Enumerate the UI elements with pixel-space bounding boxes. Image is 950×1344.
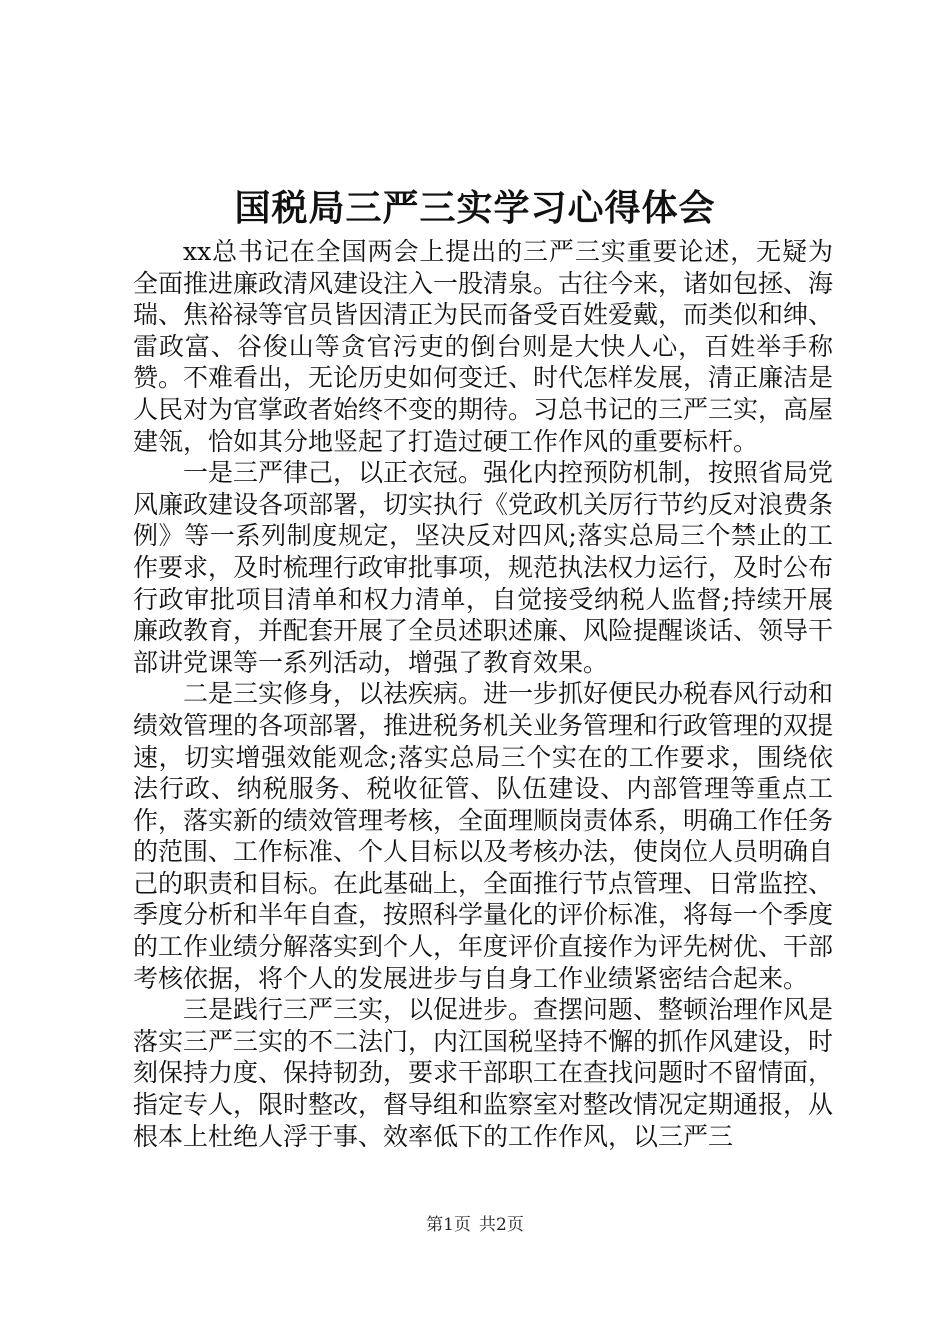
page-total: 共2页 xyxy=(479,1215,524,1235)
paragraph-point-three: 三是践行三严三实，以促进步。查摆问题、整顿治理作风是落实三严三实的不二法门，内江国税坚持不懈的抓作风建设，时刻保持力度、保持韧劲，要求干部职工在查找问题时不留情面，指定专人，限时整改，督导组和监察室对整改情况定期通报，从根本上杜绝人浮于事、效率低下的工作作风，以三严三 xyxy=(133,995,834,1151)
paragraph-point-one: 一是三严律己，以正衣冠。强化内控预防机制，按照省局党风廉政建设各项部署，切实执行《党政机关厉行节约反对浪费条例》等一系列制度规定，坚决反对四风;落实总局三个禁止的工作要求，及时梳理行政审批事项，规范执法权力运行，及时公布行政审批项目清单和权力清单，自觉接受纳税人监督;持续开展廉政教育，并配套开展了全员述职述廉、风险提醒谈话、领导干部讲党课等一系列活动，增强了教育效果。 xyxy=(133,458,834,677)
paragraph-point-two: 二是三实修身，以祛疾病。进一步抓好便民办税春风行动和绩效管理的各项部署，推进税务机关业务管理和行政管理的双提速，切实增强效能观念;落实总局三个实在的工作要求，围绕依法行政、纳税服务、税收征管、队伍建设、内部管理等重点工作，落实新的绩效管理考核，全面理顺岗责体系，明确工作任务的范围、工作标准、个人目标以及考核办法，使岗位人员明确自己的职责和目标。在此基础上，全面推行节点管理、日常监控、季度分析和半年自查，按照科学量化的评价标准，将每一个季度的工作业绩分解落实到个人，年度评价直接作为评先树优、干部考核依据，将个人的发展进步与自身工作业绩紧密结合起来。 xyxy=(133,679,834,993)
document-body xyxy=(133,236,833,1152)
page-number: 第1页 xyxy=(426,1215,471,1235)
paragraph-intro: xx总书记在全国两会上提出的三严三实重要论述，无疑为全面推进廉政清风建设注入一股清泉。古往今来，诸如包拯、海瑞、焦裕禄等官员皆因清正为民而备受百姓爱戴，而类似和绅、雷政富、谷俊山等贪官污吏的倒台则是大快人心，百姓举手称赞。不难看出，无论历史如何变迁、时代怎样发展，清正廉洁是人民对为官掌政者始终不变的期待。习总书记的三严三实，高屋建瓴，恰如其分地竖起了打造过硬工作作风的重要标杆。 xyxy=(133,237,834,456)
page-footer xyxy=(0,1213,950,1237)
document-title: 国税局三严三实学习心得体会 xyxy=(234,187,716,229)
